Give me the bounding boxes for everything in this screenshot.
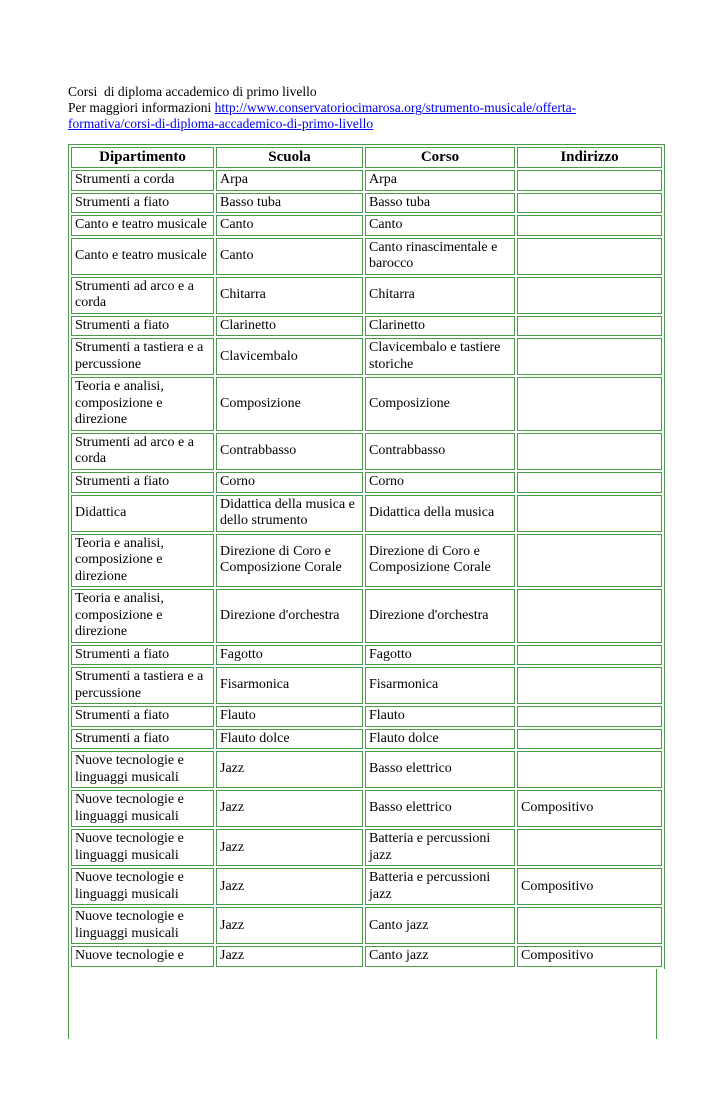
table-cell: Didattica	[71, 495, 214, 532]
table-row	[71, 433, 662, 470]
table-cell	[517, 193, 662, 214]
table-cell: Jazz	[216, 868, 363, 905]
table-cell: Teoria e analisi, composizione e direzione	[71, 377, 214, 431]
table-cell: Batteria e percussioni jazz	[365, 868, 515, 905]
column-header-scuola: Scuola	[216, 147, 363, 169]
table-cell: Nuove tecnologie e	[71, 946, 214, 967]
table-row	[71, 238, 662, 275]
column-header-corso: Corso	[365, 147, 515, 169]
table-row	[71, 706, 662, 727]
table-row	[71, 277, 662, 314]
table-cell: Strumenti a tastiera e a percussione	[71, 667, 214, 704]
table-cell: Direzione di Coro e Composizione Corale	[365, 534, 515, 588]
table-cell: Nuove tecnologie e linguaggi musicali	[71, 868, 214, 905]
table-row	[71, 215, 662, 236]
table-cell	[517, 589, 662, 643]
table-cell: Direzione di Coro e Composizione Corale	[216, 534, 363, 588]
table-cell: Strumenti a tastiera e a percussione	[71, 338, 214, 375]
table-cell: Jazz	[216, 790, 363, 827]
table-row	[71, 729, 662, 750]
table-cell: Flauto	[365, 706, 515, 727]
table-cell	[517, 433, 662, 470]
table-continuation	[68, 969, 657, 1039]
table-cell	[517, 645, 662, 666]
table-cell: Teoria e analisi, composizione e direzione	[71, 589, 214, 643]
column-header-dipartimento: Dipartimento	[71, 147, 214, 169]
table-row	[71, 645, 662, 666]
table-cell: Canto e teatro musicale	[71, 238, 214, 275]
table-cell: Strumenti a fiato	[71, 729, 214, 750]
table-cell: Chitarra	[216, 277, 363, 314]
table-cell: Nuove tecnologie e linguaggi musicali	[71, 829, 214, 866]
table-cell: Flauto	[216, 706, 363, 727]
table-cell: Teoria e analisi, composizione e direzione	[71, 534, 214, 588]
table-cell: Arpa	[365, 170, 515, 191]
table-cell	[517, 377, 662, 431]
table-cell: Arpa	[216, 170, 363, 191]
table-cell: Strumenti a fiato	[71, 472, 214, 493]
table-cell: Nuove tecnologie e linguaggi musicali	[71, 751, 214, 788]
table-cell: Contrabbasso	[216, 433, 363, 470]
table-cell: Basso elettrico	[365, 751, 515, 788]
table-cell: Corno	[365, 472, 515, 493]
table-row	[71, 790, 662, 827]
table-cell	[517, 238, 662, 275]
table-cell	[517, 495, 662, 532]
table-cell: Strumenti ad arco e a corda	[71, 277, 214, 314]
table-cell: Jazz	[216, 751, 363, 788]
intro-info-text: Per maggiori informazioni	[68, 100, 215, 116]
table-cell	[517, 907, 662, 944]
table-cell: Basso tuba	[365, 193, 515, 214]
table-cell: Jazz	[216, 907, 363, 944]
table-row	[71, 316, 662, 337]
table-cell	[517, 472, 662, 493]
table-cell: Basso elettrico	[365, 790, 515, 827]
table-cell: Strumenti a fiato	[71, 645, 214, 666]
table-cell: Strumenti a fiato	[71, 193, 214, 214]
table-cell: Strumenti ad arco e a corda	[71, 433, 214, 470]
table-cell: Canto jazz	[365, 907, 515, 944]
table-body	[71, 170, 662, 967]
document-page	[68, 84, 657, 1039]
table-cell: Fagotto	[216, 645, 363, 666]
table-cell: Corno	[216, 472, 363, 493]
table-cell: Clarinetto	[365, 316, 515, 337]
table-cell: Basso tuba	[216, 193, 363, 214]
table-row	[71, 338, 662, 375]
table-cell	[517, 316, 662, 337]
table-cell: Compositivo	[517, 946, 662, 967]
table-cell	[517, 277, 662, 314]
table-cell: Fisarmonica	[365, 667, 515, 704]
table-cell	[517, 170, 662, 191]
table-cell: Strumenti a fiato	[71, 316, 214, 337]
table-cell: Jazz	[216, 829, 363, 866]
intro	[68, 84, 657, 133]
table-row	[71, 472, 662, 493]
table-cell: Canto	[365, 215, 515, 236]
table-cell: Composizione	[365, 377, 515, 431]
column-header-indirizzo: Indirizzo	[517, 147, 662, 169]
table-cell	[517, 706, 662, 727]
table-cell: Clarinetto	[216, 316, 363, 337]
table-cell: Jazz	[216, 946, 363, 967]
table-cell: Direzione d'orchestra	[365, 589, 515, 643]
table-cell: Compositivo	[517, 790, 662, 827]
intro-title: Corsi di diploma accademico di primo livello	[68, 84, 317, 99]
table-row	[71, 495, 662, 532]
table-cell: Canto	[216, 238, 363, 275]
table-cell: Contrabbasso	[365, 433, 515, 470]
table-row	[71, 534, 662, 588]
table-row	[71, 193, 662, 214]
table-cell: Flauto dolce	[365, 729, 515, 750]
table-row	[71, 907, 662, 944]
table-cell: Composizione	[216, 377, 363, 431]
table-cell	[517, 829, 662, 866]
table-cell: Batteria e percussioni jazz	[365, 829, 515, 866]
table-cell	[517, 667, 662, 704]
table-cell: Canto rinascimentale e barocco	[365, 238, 515, 275]
table-row	[71, 868, 662, 905]
table-cell: Didattica della musica e dello strumento	[216, 495, 363, 532]
table-row	[71, 829, 662, 866]
table-cell: Direzione d'orchestra	[216, 589, 363, 643]
table-row	[71, 170, 662, 191]
table-cell: Chitarra	[365, 277, 515, 314]
table-header-row	[71, 147, 662, 169]
table-cell: Compositivo	[517, 868, 662, 905]
table-cell	[517, 215, 662, 236]
table-cell: Nuove tecnologie e linguaggi musicali	[71, 907, 214, 944]
table-cell	[517, 338, 662, 375]
table-cell	[517, 729, 662, 750]
table-cell: Didattica della musica	[365, 495, 515, 532]
table-cell: Nuove tecnologie e linguaggi musicali	[71, 790, 214, 827]
table-row	[71, 377, 662, 431]
table-cell	[517, 751, 662, 788]
table-row	[71, 589, 662, 643]
table-row	[71, 946, 662, 967]
table-cell: Strumenti a corda	[71, 170, 214, 191]
table-cell: Canto e teatro musicale	[71, 215, 214, 236]
table-cell	[517, 534, 662, 588]
table-cell: Canto	[216, 215, 363, 236]
table-cell: Fisarmonica	[216, 667, 363, 704]
info-link[interactable]: http://www.conservatoriocimarosa.org/strumento-musicale/offerta-formativa/corsi-di-diploma-accademico-di-primo-livello	[68, 100, 577, 132]
table-cell: Clavicembalo	[216, 338, 363, 375]
table-cell: Canto jazz	[365, 946, 515, 967]
table-cell: Strumenti a fiato	[71, 706, 214, 727]
table-row	[71, 751, 662, 788]
table-cell: Clavicembalo e tastiere storiche	[365, 338, 515, 375]
courses-table	[68, 144, 665, 969]
table-cell: Fagotto	[365, 645, 515, 666]
table-cell: Flauto dolce	[216, 729, 363, 750]
intro-info	[68, 100, 657, 132]
table-row	[71, 667, 662, 704]
